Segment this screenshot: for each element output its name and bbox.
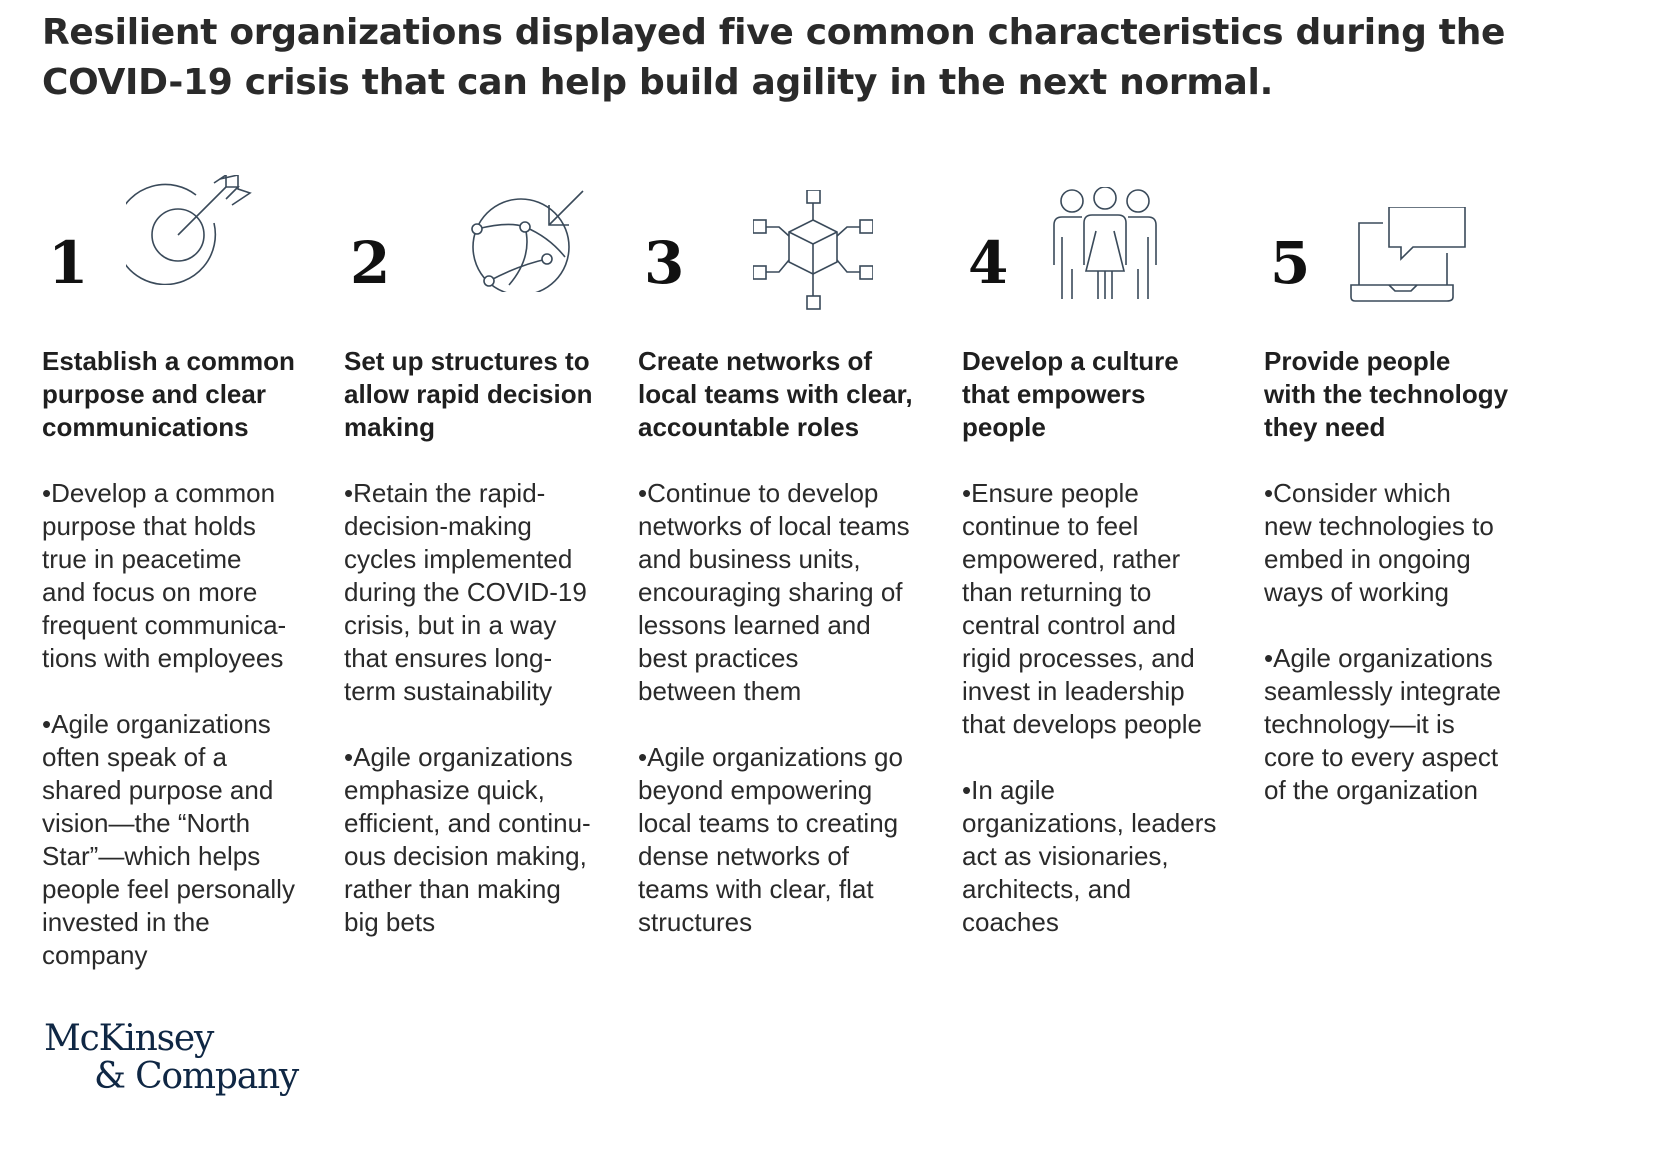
heading-line: people (962, 412, 1046, 442)
bullet-line: •Continue to develop (638, 478, 879, 508)
bullet-item (638, 477, 910, 708)
bullet-line: •Agile organizations (42, 709, 271, 739)
bullet-line: Star”—which helps (42, 841, 261, 871)
bullet-line: cycles implemented (344, 544, 573, 574)
bullet-line: embed in ongoing (1264, 544, 1471, 574)
heading-line: Develop a culture (962, 346, 1179, 376)
bullet-line: during the COVID-19 (344, 577, 587, 607)
bullet-line: •In agile (962, 775, 1055, 805)
bullet-line: networks of local teams (638, 511, 910, 541)
bullet-line: best practices (638, 643, 799, 673)
bullet-line: lessons learned and (638, 610, 871, 640)
bullet-line: rigid processes, and (962, 643, 1195, 673)
bullet-line: •Agile organizations (344, 742, 573, 772)
bullet-line: company (42, 940, 148, 970)
heading-line: Provide people (1264, 346, 1451, 376)
mckinsey-logo (44, 1020, 298, 1096)
bullet-line: structures (638, 907, 753, 937)
bullet-line: emphasize quick, (344, 775, 545, 805)
bullet-line: coaches (962, 907, 1059, 937)
bullet-line: ous decision making, (344, 841, 587, 871)
heading-line: Set up structures to (344, 346, 590, 376)
bullet-line: invested in the (42, 907, 210, 937)
bullet-line: continue to feel (962, 511, 1139, 541)
heading-line: accountable roles (638, 412, 860, 442)
logo-line: & Company (94, 1056, 299, 1097)
bullet-line: big bets (344, 907, 436, 937)
bullet-line: •Retain the rapid- (344, 478, 546, 508)
bullet-line: •Develop a common (42, 478, 276, 508)
bullet-line: encouraging sharing of (638, 577, 903, 607)
bullet-list (962, 477, 1216, 972)
bullet-item (344, 741, 591, 939)
logo-line: McKinsey (44, 1018, 214, 1059)
characteristic-heading (962, 345, 1179, 444)
bullet-item (1264, 642, 1501, 807)
bullet-line: dense networks of (638, 841, 850, 871)
step-number: 3 (644, 229, 685, 297)
bullet-line: seamlessly integrate (1264, 676, 1501, 706)
bullet-item (42, 708, 295, 972)
step-number: 5 (1270, 229, 1311, 297)
bullet-line: term sustainability (344, 676, 553, 706)
bullet-line: purpose that holds (42, 511, 256, 541)
bullet-line: •Consider which (1264, 478, 1451, 508)
heading-line: Establish a common (42, 346, 295, 376)
network-globe-icon (469, 187, 589, 292)
bullet-line: ways of working (1264, 577, 1449, 607)
bullet-line: beyond empowering (638, 775, 873, 805)
target-icon (126, 175, 256, 285)
bullet-line: of the organization (1264, 775, 1478, 805)
bullet-item (962, 774, 1216, 939)
heading-line: communications (42, 412, 249, 442)
bullet-line: true in peacetime (42, 544, 242, 574)
page-title (42, 8, 1542, 108)
bullet-line: frequent communica- (42, 610, 287, 640)
title-line: COVID-19 crisis that can help build agility in the next normal. (42, 62, 1273, 103)
bullet-line: vision—the “North (42, 808, 251, 838)
bullet-line: central control and (962, 610, 1176, 640)
bullet-line: between them (638, 676, 802, 706)
bullet-item (42, 477, 295, 675)
title-line: Resilient organizations displayed five common characteristics during the (42, 12, 1506, 53)
bullet-line: invest in leadership (962, 676, 1185, 706)
bullet-line: decision-making (344, 511, 532, 541)
bullet-line: people feel personally (42, 874, 295, 904)
heading-line: Create networks of (638, 346, 873, 376)
bullet-line: than returning to (962, 577, 1152, 607)
cube-network-icon (753, 190, 873, 310)
bullet-line: •Agile organizations go (638, 742, 903, 772)
bullet-item (638, 741, 910, 939)
bullet-line: that develops people (962, 709, 1202, 739)
bullet-line: •Ensure people (962, 478, 1139, 508)
heading-line: purpose and clear (42, 379, 266, 409)
bullet-line: efficient, and continu- (344, 808, 591, 838)
bullet-line: core to every aspect (1264, 742, 1499, 772)
bullet-line: local teams to creating (638, 808, 899, 838)
characteristic-heading (1264, 345, 1508, 444)
step-number: 2 (350, 229, 391, 297)
bullet-item (1264, 477, 1501, 609)
heading-line: making (344, 412, 436, 442)
bullet-line: teams with clear, flat (638, 874, 874, 904)
bullet-line: that ensures long- (344, 643, 553, 673)
bullet-line: and focus on more (42, 577, 258, 607)
bullet-list (638, 477, 910, 972)
bullet-line: organizations, leaders (962, 808, 1217, 838)
heading-line: with the technology (1264, 379, 1509, 409)
people-group-icon (1052, 187, 1162, 302)
heading-line: allow rapid decision (344, 379, 593, 409)
bullet-line: rather than making (344, 874, 561, 904)
bullet-line: empowered, rather (962, 544, 1181, 574)
bullet-list (1264, 477, 1501, 840)
bullet-line: often speak of a (42, 742, 228, 772)
bullet-line: architects, and (962, 874, 1132, 904)
step-number: 1 (48, 229, 89, 297)
bullet-item (962, 477, 1216, 741)
bullet-line: and business units, (638, 544, 861, 574)
characteristic-heading (344, 345, 593, 444)
bullet-list (42, 477, 295, 1005)
heading-line: local teams with clear, (638, 379, 913, 409)
bullet-line: technology—it is (1264, 709, 1455, 739)
bullet-list (344, 477, 591, 972)
bullet-line: act as visionaries, (962, 841, 1169, 871)
bullet-item (344, 477, 591, 708)
bullet-line: •Agile organizations (1264, 643, 1493, 673)
step-number: 4 (968, 229, 1009, 297)
characteristic-heading (42, 345, 295, 444)
bullet-line: tions with employees (42, 643, 284, 673)
bullet-line: crisis, but in a way (344, 610, 557, 640)
characteristic-heading (638, 345, 913, 444)
heading-line: they need (1264, 412, 1386, 442)
bullet-line: shared purpose and (42, 775, 274, 805)
heading-line: that empowers (962, 379, 1146, 409)
laptop-chat-icon (1349, 207, 1469, 302)
bullet-line: new technologies to (1264, 511, 1494, 541)
